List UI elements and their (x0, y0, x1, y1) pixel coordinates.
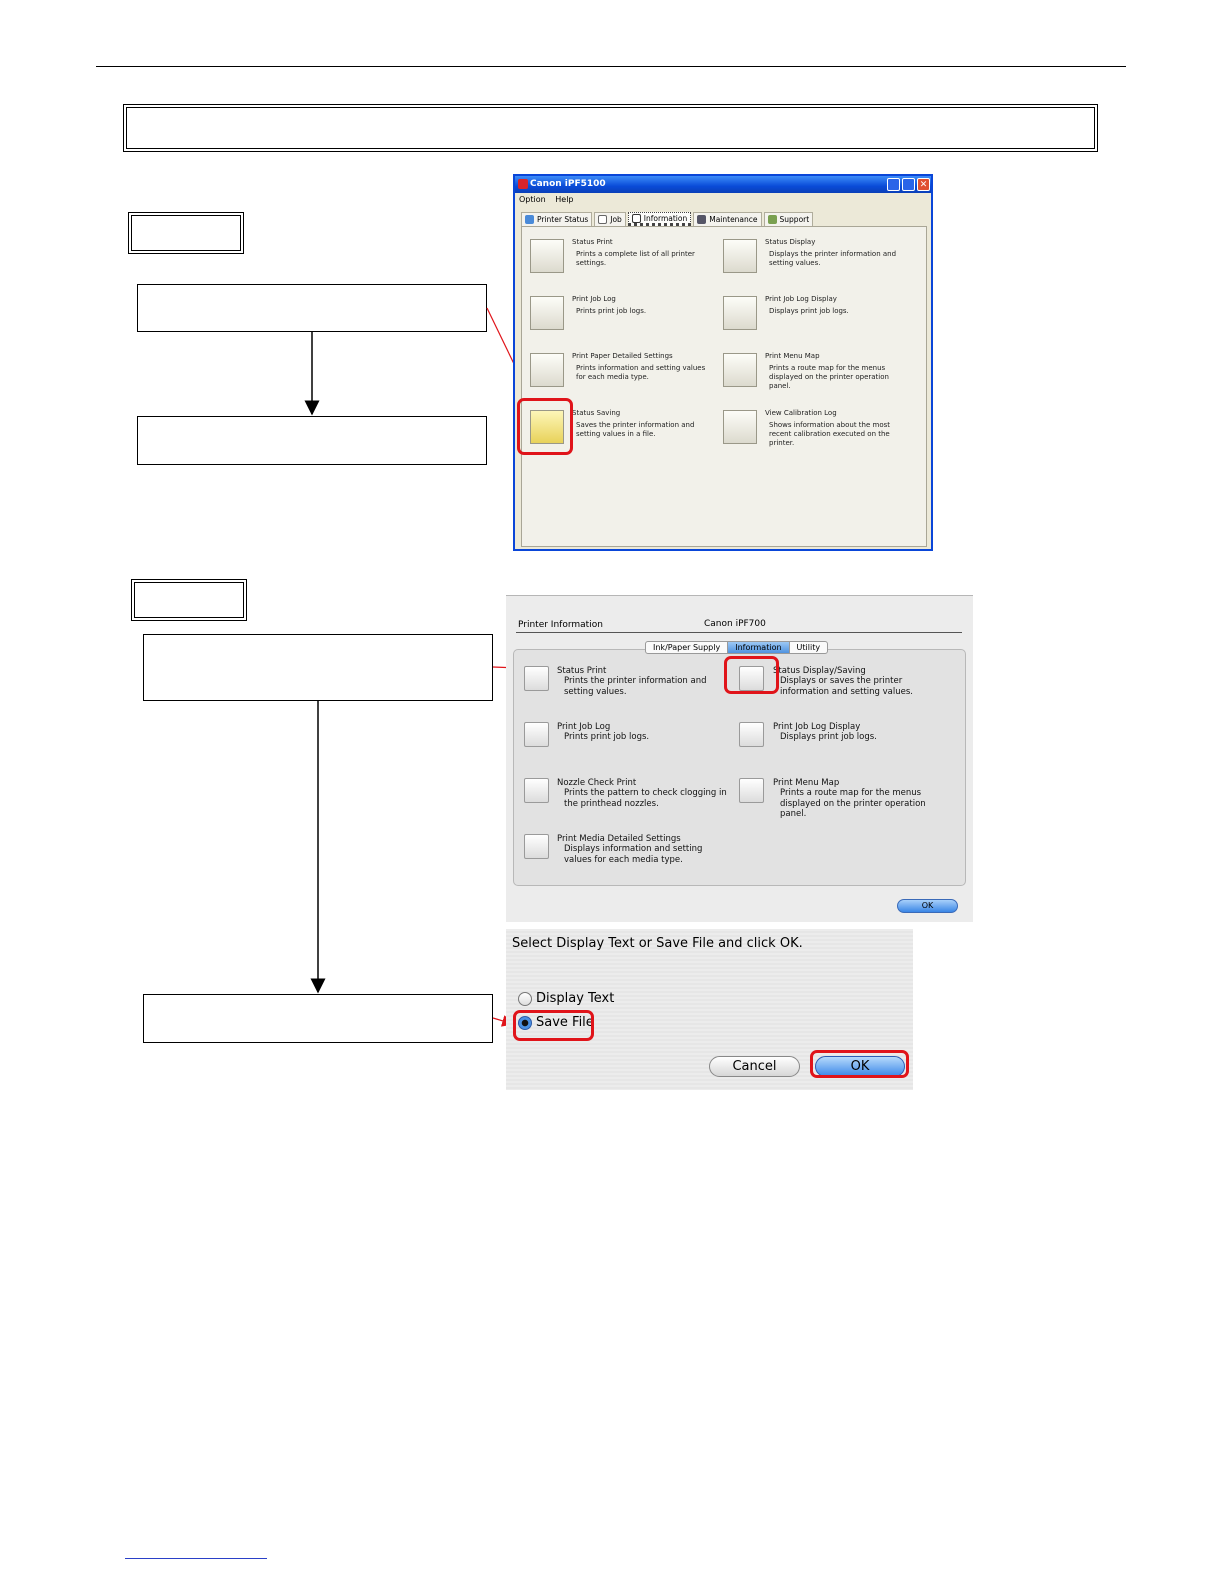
menu-option[interactable]: Option (519, 195, 546, 204)
save-file-highlight (513, 1010, 594, 1041)
tab-maintenance[interactable]: Maintenance (693, 212, 761, 226)
save-file-label: Save File (536, 1015, 594, 1030)
minimize-icon[interactable] (887, 178, 900, 191)
item-title: View Calibration Log (765, 409, 837, 417)
job-log-display-icon[interactable] (723, 296, 757, 330)
display-text-label: Display Text (536, 991, 615, 1006)
menu-help[interactable]: Help (555, 195, 574, 204)
item-title: Status Display/Saving (773, 666, 866, 676)
menu-map-icon[interactable] (739, 778, 764, 803)
maintenance-icon (697, 215, 706, 224)
job-log-display-icon[interactable] (739, 722, 764, 747)
item-desc: Prints print job logs. (576, 307, 647, 315)
ok-button[interactable]: OK (815, 1056, 905, 1077)
status-display-saving-highlight (724, 656, 779, 694)
item-desc: Shows information about the most recent calibration executed on the printer. (769, 421, 891, 447)
information-panel (521, 226, 927, 547)
header-divider (516, 632, 962, 633)
title-bar (515, 176, 931, 193)
prompt-message: Select Display Text or Save File and click OK. (512, 936, 803, 951)
tab-information[interactable]: Information (728, 642, 789, 653)
tab-information[interactable]: Information (628, 212, 691, 226)
printer-status-icon (525, 215, 534, 224)
item-title: Status Display (765, 238, 816, 246)
support-icon (768, 215, 777, 224)
printer-name: Canon iPF700 (704, 619, 766, 629)
item-desc: Prints a complete list of all printer settings. (576, 250, 695, 267)
display-text-radio[interactable] (518, 992, 532, 1006)
ok-button[interactable]: OK (897, 899, 958, 913)
monitor-icon[interactable] (723, 239, 757, 273)
mac-printer-info-dialog (506, 595, 973, 922)
item-desc: Prints a route map for the menus displayed on the printer operation panel. (769, 364, 889, 390)
tab-utility[interactable]: Utility (796, 643, 821, 652)
windows-printer-info-dialog (513, 174, 933, 551)
item-desc: Saves the printer information and setting values in a file. (576, 421, 695, 438)
paper-settings-icon[interactable] (530, 353, 564, 387)
canon-app-icon (518, 179, 528, 189)
close-icon[interactable]: ✕ (917, 178, 930, 191)
menu-map-icon[interactable] (723, 353, 757, 387)
maximize-icon[interactable] (902, 178, 915, 191)
tab-support[interactable]: Support (764, 212, 814, 226)
tab-strip (521, 212, 813, 226)
printer-sheet-icon[interactable] (530, 239, 564, 273)
tab-printer-status[interactable]: Printer Status (521, 212, 592, 226)
item-desc: Displays the printer information and setting values. (769, 250, 897, 267)
window-title: Canon iPF5100 (530, 179, 606, 189)
item-desc: Prints a route map for the menus displayed on the printer operation panel. (780, 788, 926, 819)
media-settings-icon[interactable] (524, 834, 549, 859)
item-title: Print Job Log (572, 295, 616, 303)
footer-link-underline (125, 1558, 267, 1559)
item-title: Print Job Log (557, 722, 611, 732)
cancel-button[interactable]: Cancel (709, 1056, 800, 1077)
item-title: Print Menu Map (773, 778, 840, 788)
item-title: Print Paper Detailed Settings (572, 352, 673, 360)
item-desc: Prints the pattern to check clogging in the printhead nozzles. (564, 788, 727, 809)
nozzle-check-icon[interactable] (524, 778, 549, 803)
job-log-print-icon[interactable] (530, 296, 564, 330)
item-desc: Displays print job logs. (769, 307, 849, 315)
item-desc: Prints the printer information and setting values. (564, 676, 707, 697)
item-desc: Prints print job logs. (564, 732, 650, 742)
calibration-info-icon[interactable] (723, 410, 757, 444)
item-desc: Displays information and setting values for each media type. (564, 844, 703, 865)
tab-ink-paper-supply[interactable]: Ink/Paper Supply (646, 642, 728, 653)
menu-bar (519, 195, 581, 204)
printer-sheet-icon[interactable] (524, 666, 549, 691)
job-log-print-icon[interactable] (524, 722, 549, 747)
item-title: Nozzle Check Print (557, 778, 637, 788)
job-icon (598, 215, 607, 224)
item-title: Print Menu Map (765, 352, 820, 360)
item-title: Status Saving (572, 409, 621, 417)
item-desc: Displays print job logs. (780, 732, 877, 742)
item-desc: Displays or saves the printer information and setting values. (780, 676, 913, 697)
item-title: Print Media Detailed Settings (557, 834, 681, 844)
tab-job[interactable]: Job (594, 212, 626, 226)
information-tab-icon (632, 214, 641, 223)
ok-button-highlight (810, 1050, 909, 1078)
item-desc: Prints information and setting values for each media type. (576, 364, 706, 381)
item-title: Print Job Log Display (773, 722, 861, 732)
segmented-tabs (645, 641, 828, 654)
item-title: Status Print (557, 666, 607, 676)
item-title: Print Job Log Display (765, 295, 837, 303)
header-label: Printer Information (518, 620, 603, 630)
status-saving-highlight (517, 398, 573, 455)
item-title: Status Print (572, 238, 613, 246)
